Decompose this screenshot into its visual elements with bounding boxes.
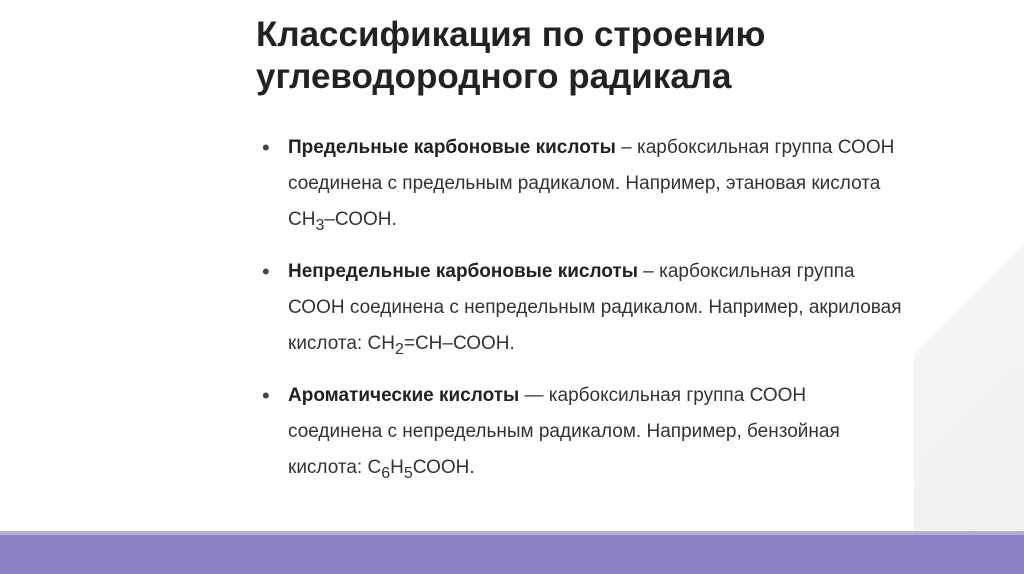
slide-title	[256, 14, 976, 98]
list-item-term: Непредельные карбоновые кислоты	[288, 261, 638, 282]
list-item-text-mid: Н	[390, 457, 404, 478]
list-item-text: карбоксильная группа СООН соединена с непредельным радикалом. Например, бензойная кислота: С	[288, 385, 840, 478]
bullet-icon: •	[262, 259, 270, 284]
slide-title-line-1: Классификация по строению	[256, 15, 766, 54]
footer-bar	[0, 531, 1024, 574]
list-item-dash: –	[637, 261, 660, 282]
list-item-term: Ароматические кислоты	[288, 385, 520, 406]
list-item-text: карбоксильная группа СООН соединена с предельным радикалом. Например, этановая кислота СН	[288, 137, 895, 230]
list-item-unsaturated-acids	[262, 254, 902, 362]
footer-highlight-line	[0, 531, 1024, 535]
classification-list	[262, 130, 902, 486]
list-item-saturated-acids	[262, 130, 902, 238]
list-item-text: карбоксильная группа СООН соединена с непредельным радикалом. Например, акриловая кислота: СН	[288, 261, 902, 354]
list-item-text-end: =СН–СООН.	[403, 333, 515, 354]
formula-subscript: 2	[394, 341, 404, 358]
list-item-dash: —	[519, 385, 549, 406]
list-item-aromatic-acids	[262, 378, 902, 486]
list-item-text-end: –СООН.	[324, 209, 397, 230]
bullet-icon: •	[262, 383, 270, 408]
list-item-dash: –	[615, 137, 637, 158]
slide-title-line-2: углеводородного радикала	[256, 57, 732, 96]
list-item-text-end: СООН.	[412, 457, 475, 478]
formula-subscript: 3	[315, 217, 325, 234]
bullet-icon: •	[262, 135, 270, 160]
formula-subscript: 6	[381, 465, 391, 482]
list-item-term: Предельные карбоновые кислоты	[288, 137, 616, 158]
formula-subscript: 5	[403, 465, 413, 482]
